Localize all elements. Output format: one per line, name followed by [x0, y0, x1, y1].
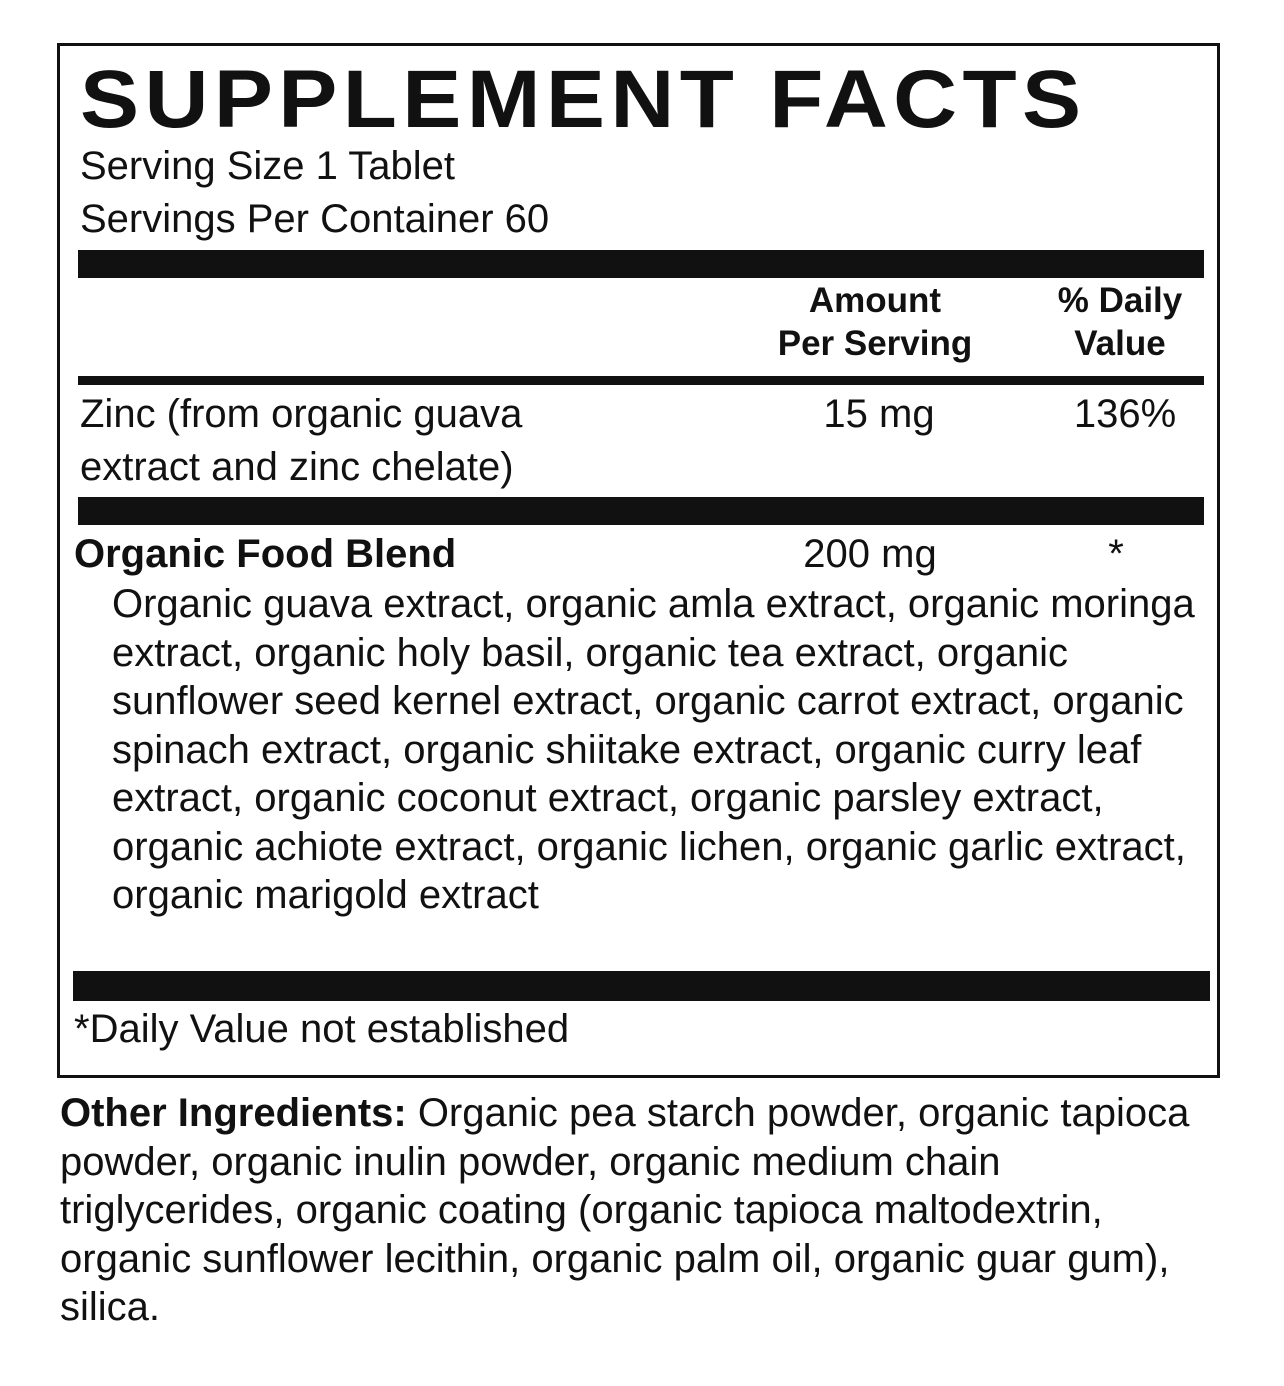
amount-header-line2: Per Serving	[777, 324, 973, 363]
thick-divider	[78, 497, 1204, 525]
thick-divider	[73, 971, 1210, 1001]
blend-ingredients: Organic guava extract, organic amla extract, organic moringa extract, organic holy basil, organic tea extract, organic sunflower seed kernel extract, organic carrot extract, organic spinach extract, organic shiitake extract, organic curry leaf extract, organic coconut extract, organic parsley extract, organic achiote extract, organic lichen, organic garlic extract, organic marigold extract	[112, 582, 1195, 917]
zinc-amount: 15 mg	[823, 392, 935, 436]
other-ingredients-label: Other Ingredients:	[60, 1091, 407, 1135]
panel-title: SUPPLEMENT FACTS	[80, 54, 1087, 145]
blend-name: Organic Food Blend	[74, 532, 457, 576]
daily-value-header-line2: Value	[1074, 324, 1166, 363]
medium-divider	[78, 376, 1204, 385]
daily-value-header	[1030, 279, 1210, 365]
zinc-name-line2: extract and zinc chelate)	[80, 445, 514, 489]
amount-header-line1: Amount	[808, 281, 942, 320]
footnote: *Daily Value not established	[74, 1007, 570, 1051]
other-ingredients	[60, 1089, 1190, 1332]
zinc-daily-value: 136%	[1073, 392, 1177, 436]
amount-header	[760, 279, 990, 365]
other-ingredients-text: Organic pea starch powder, organic tapioca powder, organic inulin powder, organic medium chain triglycerides, organic coating (organic tapioca maltodextrin, organic sunflower lecithin, organic palm oil, organic guar gum), silica.	[60, 1091, 1190, 1329]
zinc-name-line1: Zinc (from organic guava	[80, 392, 523, 436]
blend-amount: 200 mg	[803, 532, 937, 576]
blend-daily-value: *	[1108, 532, 1124, 576]
thick-divider	[78, 250, 1204, 278]
daily-value-header-line1: % Daily	[1057, 281, 1183, 320]
servings-per-container: Servings Per Container 60	[80, 197, 550, 241]
serving-size: Serving Size 1 Tablet	[80, 144, 456, 188]
